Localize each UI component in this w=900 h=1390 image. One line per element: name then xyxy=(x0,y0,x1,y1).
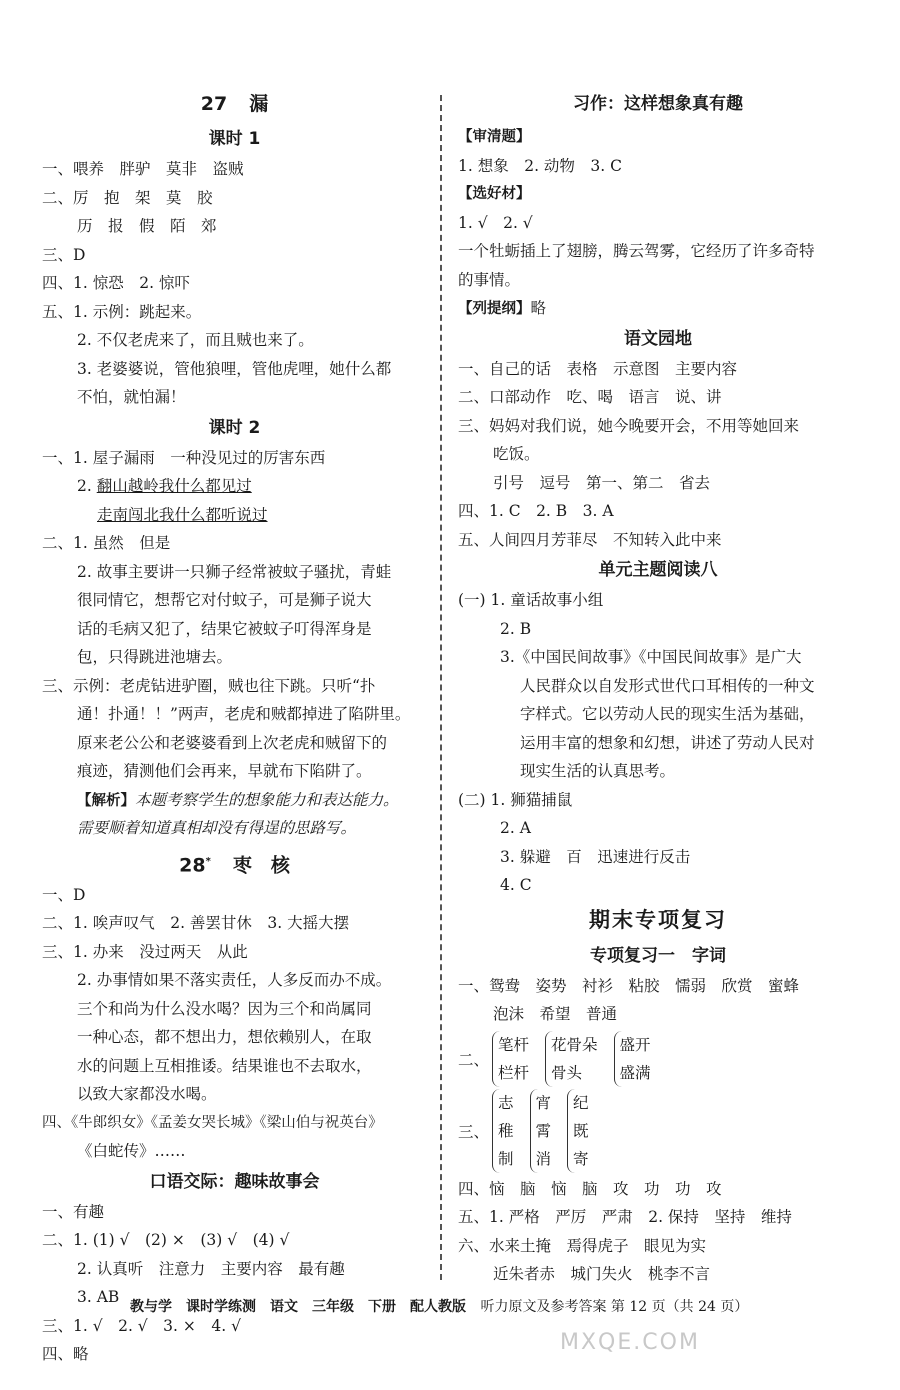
answer-line: 吃饭。 xyxy=(493,445,540,463)
brace-item: 笔杆 xyxy=(498,1035,530,1054)
answer-line: 四、略 xyxy=(42,1345,89,1363)
page-footer xyxy=(130,1296,830,1316)
answer-line: 二、口部动作 吃、喝 语言 说、讲 xyxy=(458,388,722,406)
answer-line: 二、1. 唉声叹气 2. 善罢甘休 3. 大摇大摆 xyxy=(42,914,350,932)
answer-line: 二、1. 虽然 但是 xyxy=(42,534,171,552)
answer-line: 引号 逗号 第一、第二 省去 xyxy=(493,473,711,492)
answer-line: 话的毛病又犯了，结果它被蚊子叮得浑身是 xyxy=(77,619,372,638)
answer-line: 2. 故事主要讲一只狮子经常被蚊子骚扰，青蛙 xyxy=(77,562,392,581)
answer-line: 历 报 假 陌 郊 xyxy=(77,217,217,235)
brace-item: 栏杆 xyxy=(498,1063,530,1082)
answer-line: 三、D xyxy=(42,245,86,264)
brace-item: 霄 xyxy=(535,1121,552,1140)
lesson-title: 漏 xyxy=(249,93,269,115)
brace-group xyxy=(545,1031,598,1087)
answer-line: 三、妈妈对我们说，她今晚要开会，不用等她回来 xyxy=(458,416,800,435)
answer-line: 五、1. 严格 严厉 严肃 2. 保持 坚持 维持 xyxy=(458,1208,792,1226)
left-column xyxy=(42,85,427,1369)
brace-item: 宵 xyxy=(535,1093,552,1112)
answer-line: 字样式。它以劳动人民的现实生活为基础， xyxy=(520,705,815,723)
brace-item: 制 xyxy=(498,1149,514,1168)
brace-group xyxy=(530,1089,552,1173)
answer-line: 六、水来土掩 焉得虎子 眼见为实 xyxy=(458,1236,707,1255)
brace-item: 盛开 xyxy=(619,1035,651,1054)
oral-heading: 口语交际：趣味故事会 xyxy=(149,1171,320,1192)
watermark: MXQE.COM xyxy=(560,1330,700,1355)
answer-line: 五、1. 示例：跳起来。 xyxy=(42,302,202,321)
answer-line: 2. B xyxy=(500,619,532,638)
answer-line: 3.《中国民间故事》《中国民间故事》是广大 xyxy=(500,648,802,666)
answer-line: 水的问题上互相推诿。结果谁也不去取水， xyxy=(77,1056,372,1075)
answer-line: 三、1. 办来 没过两天 从此 xyxy=(42,942,248,961)
answer-line xyxy=(42,501,427,530)
analysis-text: 本题考察学生的想象能力和表达能力。 xyxy=(135,790,399,809)
answer-line: 3. 老婆婆说，管他狼哩，管他虎哩，她什么都 xyxy=(77,359,392,378)
writing-heading: 习作：这样想象真有趣 xyxy=(573,94,743,114)
answer-line: 3. 躲避 百 迅速进行反击 xyxy=(500,847,691,866)
brace-item: 志 xyxy=(498,1093,514,1112)
answer-line: 近朱者赤 城门失火 桃李不言 xyxy=(493,1265,711,1283)
analysis-line: 需要顺着知道真相却没有得逞的思路写。 xyxy=(77,819,357,837)
answer-line: 五、人间四月芳菲尽 不知转入此中来 xyxy=(458,530,722,549)
answer-line: 2. 不仅老虎来了，而且贼也来了。 xyxy=(77,331,314,349)
section-tag: 【列提纲】 xyxy=(458,301,531,317)
answer-line xyxy=(42,472,427,501)
answer-line: 一、D xyxy=(42,885,86,904)
answer-line: 泡沫 希望 普通 xyxy=(493,1005,618,1023)
brace-item: 花骨朵 xyxy=(551,1035,598,1054)
brace-answer-row xyxy=(458,1089,858,1173)
brace-item: 稚 xyxy=(498,1121,514,1140)
section-label: 听力原文及参考答案 xyxy=(480,1299,607,1315)
unit8-heading: 单元主题阅读八 xyxy=(598,560,718,580)
answer-line xyxy=(458,294,858,323)
answer-line: 三、示例：老虎钻进驴圈，贼也往下跳。只听“扑 xyxy=(42,676,376,695)
question-number: 三、 xyxy=(458,1122,490,1141)
answer-line: 一、鸳鸯 姿势 衬衫 粘胶 懦弱 欣赏 蜜蜂 xyxy=(458,976,800,995)
answer-line: 以致大家都没水喝。 xyxy=(77,1085,217,1103)
answer-line: (一) 1. 童话故事小组 xyxy=(458,591,604,609)
item-number: 2. xyxy=(77,477,97,495)
answer-line: 通！扑通！！”两声，老虎和贼都掉进了陷阱里。 xyxy=(77,705,411,723)
final-review-heading: 期末专项复习 xyxy=(589,906,727,932)
series-title: 教与学 课时学练测 语文 三年级 下册 配人教版 xyxy=(130,1299,466,1315)
garden-heading: 语文园地 xyxy=(624,328,692,349)
answer-line: 四、1. 惊恐 2. 惊吓 xyxy=(42,274,190,292)
answer-line: 很同情它，想帮它对付蚊子，可是狮子说大 xyxy=(77,591,372,609)
answer-line: 3. AB xyxy=(77,1288,120,1306)
answer-line: 四、《牛郎织女》《孟姜女哭长城》《梁山伯与祝英台》 xyxy=(42,1114,383,1131)
brace-item: 既 xyxy=(573,1121,589,1140)
brace-item: 纪 xyxy=(573,1093,589,1112)
lesson-title: 枣 核 xyxy=(232,853,290,876)
answer-line: 的事情。 xyxy=(458,270,521,289)
answer-line: 四、1. C 2. B 3. A xyxy=(458,502,614,520)
answer-line: 人民群众以自发形式世代口耳相传的一种文 xyxy=(520,676,815,695)
answer-line: 1. 想象 2. 动物 3. C xyxy=(458,156,623,175)
answer-line: 四、恼 脑 恼 脑 攻 功 功 攻 xyxy=(458,1179,722,1198)
brace-item: 盛满 xyxy=(619,1063,651,1082)
answer-line: 一个牡蛎插上了翅膀，腾云驾雾，它经历了许多奇特 xyxy=(458,242,815,260)
brace-answer-row xyxy=(458,1031,858,1087)
answer-line: 运用丰富的想象和幻想，讲述了劳动人民对 xyxy=(520,733,815,752)
column-divider xyxy=(440,95,442,1280)
brace-group xyxy=(614,1031,651,1087)
answer-line: 2. A xyxy=(500,819,531,837)
answer-line: 二、厉 抱 架 莫 胶 xyxy=(42,188,213,207)
answer-line: 痕迹，猜测他们会再来，早就布下陷阱了。 xyxy=(77,762,372,780)
lesson-number: 27 xyxy=(200,93,228,115)
answer-text: 略 xyxy=(530,299,547,317)
analysis-tag: 【解析】 xyxy=(77,792,135,809)
answer-line: 二、1. (1) √ (2) × (3) √ (4) √ xyxy=(42,1231,290,1249)
answer-line: 三个和尚为什么没水喝？因为三个和尚属同 xyxy=(77,999,372,1018)
brace-item: 寄 xyxy=(573,1149,589,1168)
brace-item: 消 xyxy=(535,1149,552,1168)
right-column xyxy=(458,85,858,1289)
answer-line: 现实生活的认真思考。 xyxy=(520,762,676,780)
answer-line: 一、喂养 胖驴 莫非 盗贼 xyxy=(42,160,244,178)
answer-line: 4. C xyxy=(500,876,532,894)
answer-line: 原来老公公和老婆婆看到上次老虎和贼留下的 xyxy=(77,733,388,752)
underlined-answer: 翻山越岭我什么都见过 xyxy=(96,477,252,495)
answer-line: 2. 办事情如果不落实责任，人多反而办不成。 xyxy=(77,971,392,989)
section-tag: 【审清题】 xyxy=(458,129,531,145)
k1-heading: 课时 1 xyxy=(208,129,261,149)
answer-line: 一、自己的话 表格 示意图 主要内容 xyxy=(458,359,738,378)
answer-line: 一种心态，都不想出力，想依赖别人，在取 xyxy=(77,1028,372,1046)
answer-line: 2. 认真听 注意力 主要内容 最有趣 xyxy=(77,1259,345,1278)
answer-line: 一、有趣 xyxy=(42,1202,105,1221)
page-number: 第 12 页（共 24 页） xyxy=(610,1299,749,1315)
answer-line: 不怕，就怕漏！ xyxy=(77,388,186,406)
brace-group xyxy=(567,1089,589,1173)
k2-heading: 课时 2 xyxy=(208,417,261,438)
answer-line: 1. √ 2. √ xyxy=(458,213,533,232)
answer-line: 一、1. 屋子漏雨 一种没见过的厉害东西 xyxy=(42,448,326,467)
underlined-answer: 走南闯北我什么都听说过 xyxy=(97,505,268,524)
brace-group xyxy=(492,1031,529,1087)
brace-group xyxy=(492,1089,514,1173)
optional-mark: * xyxy=(205,855,211,867)
answer-line: 包，只得跳进池塘去。 xyxy=(77,648,233,666)
answer-line: (二) 1. 狮猫捕鼠 xyxy=(458,790,573,809)
answer-line: 三、1. √ 2. √ 3. × 4. √ xyxy=(42,1316,241,1335)
final-review-subheading: 专项复习一 字词 xyxy=(590,945,726,966)
lesson-27-heading xyxy=(42,85,427,123)
lesson-number: 28 xyxy=(179,853,206,876)
lesson-28-heading xyxy=(42,843,427,881)
section-tag: 【选好材】 xyxy=(458,186,531,202)
brace-item: 骨头 xyxy=(551,1063,583,1082)
question-number: 二、 xyxy=(458,1050,490,1069)
analysis-line xyxy=(42,786,427,815)
answer-line: 《白蛇传》…… xyxy=(77,1142,186,1160)
